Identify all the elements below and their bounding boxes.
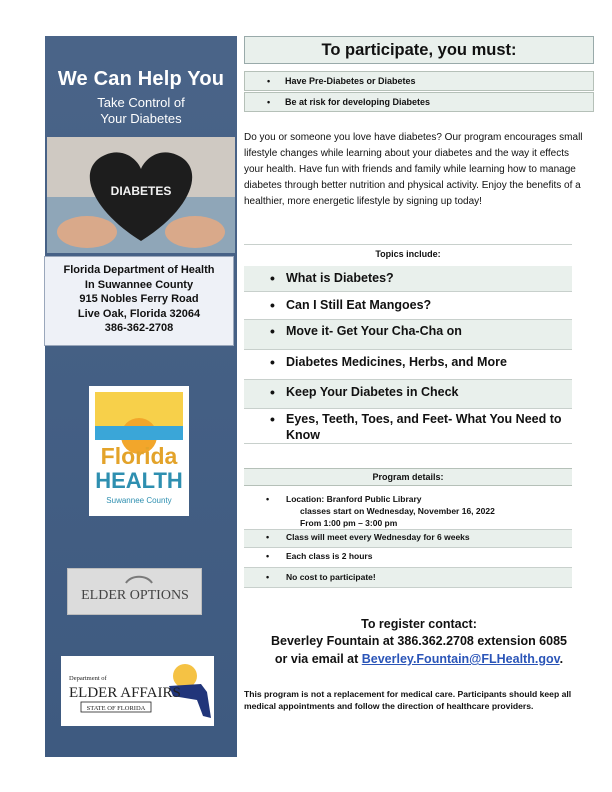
sidebar-subtitle [45, 95, 237, 127]
contact-phone: 386-362-2708 [104, 322, 174, 334]
elder-affairs-logo [61, 656, 214, 726]
ea-main: ELDER AFFAIRS [69, 685, 181, 701]
heart-hands-image [47, 137, 235, 253]
ea-sub: STATE OF FLORIDA [86, 705, 146, 712]
start-date-text: classes start on Wednesday, November 16, 2022 [300, 506, 495, 516]
register-contact-line: Beverley Fountain at 386.362.2708 extension 6085 [271, 634, 567, 648]
sidebar-subtitle-line1: Take Control of [97, 95, 185, 110]
topic-item: • Can I Still Eat Mangoes? [244, 292, 572, 320]
email-prefix: or via email at [274, 652, 362, 666]
contact-address-box [44, 256, 234, 346]
requirement-item: • Be at risk for developing Diabetes [244, 92, 594, 112]
diabetes-heart-photo [47, 137, 235, 253]
topic-item: • Keep Your Diabetes in Check [244, 380, 572, 409]
email-suffix: . [559, 652, 564, 666]
topic-item: • Eyes, Teeth, Toes, and Feet- What You Need to Know [244, 409, 572, 444]
sidebar-subtitle-line2: Your Diabetes [100, 111, 182, 126]
elder-options-logo [67, 568, 202, 615]
requirement-item: • Have Pre-Diabetes or Diabetes [244, 71, 594, 91]
program-cost: • No cost to participate! [244, 568, 572, 588]
contact-org: Florida Department of Health [63, 264, 215, 276]
sidebar-title: We Can Help You [57, 68, 225, 90]
topic-item: • Diabetes Medicines, Herbs, and More [244, 350, 572, 380]
health-logo-word: HEALTH [95, 468, 183, 493]
contact-city: Live Oak, Florida 32064 [77, 307, 201, 320]
contact-county: In Suwannee County [84, 278, 194, 291]
contact-street: 915 Nobles Ferry Road [79, 293, 199, 305]
program-details-header: Program details: [244, 468, 572, 486]
florida-logo-word: Florida [100, 443, 178, 469]
logo-county: Suwannee County [106, 496, 172, 505]
register-email-line [244, 652, 594, 666]
elder-options-text: ELDER OPTIONS [81, 588, 189, 603]
email-link[interactable]: Beverley.Fountain@FLHealth.gov [361, 652, 560, 666]
heart-text: DIABETES [110, 184, 172, 198]
location-text: Location: Branford Public Library [286, 494, 422, 504]
ea-top: Department of [69, 675, 107, 682]
program-location [244, 490, 572, 530]
time-text: From 1:00 pm – 3:00 pm [300, 518, 398, 528]
register-title: To register contact: [361, 617, 477, 631]
topic-item: • What is Diabetes? [244, 266, 572, 292]
intro-paragraph: Do you or someone you love have diabetes? Our program encourages small lifestyle changes while learning about your diabetes and the way it effects your health. Have fun with friends and family while learning how to manage diabetes through better nutrition and physical activity. Enjoy the benefits of a healthier, more energetic lifestyle by signing up today! [244, 132, 583, 207]
participate-header: To participate, you must: [244, 36, 594, 64]
program-weekly: • Class will meet every Wednesday for 6 weeks [244, 530, 572, 548]
florida-health-logo [89, 386, 189, 516]
disclaimer-text: This program is not a replacement for medical care. Participants should keep all medical appointments and follow the direction of healthcare providers. [244, 689, 572, 711]
topics-header: Topics include: [244, 244, 572, 267]
topic-item: • Move it- Get Your Cha-Cha on [244, 320, 572, 350]
program-duration: • Each class is 2 hours [244, 548, 572, 568]
